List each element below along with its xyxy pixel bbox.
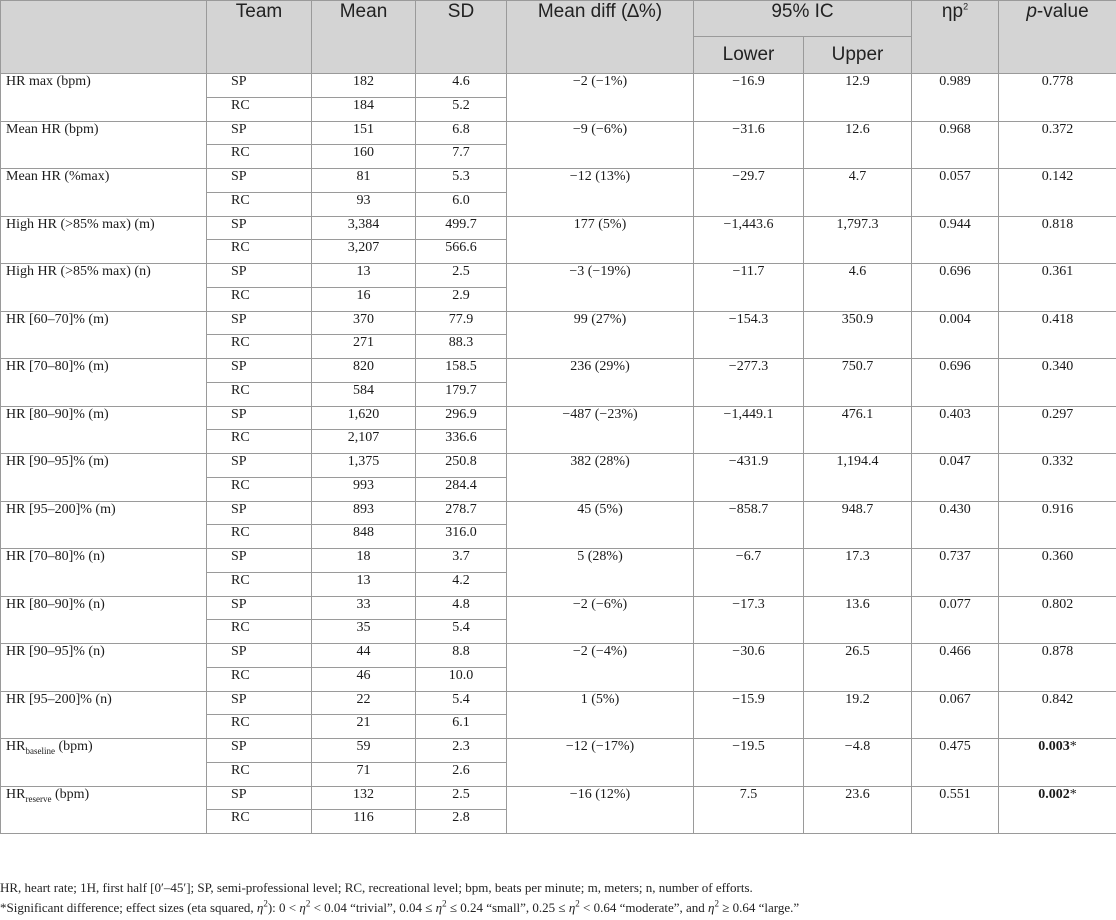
table-row <box>1 501 1116 525</box>
mean-cell: 116 <box>312 810 416 834</box>
mean-cell: 71 <box>312 762 416 786</box>
fn-eta-5: η <box>708 900 715 915</box>
ci-upper-cell: 948.7 <box>804 501 912 549</box>
mean-cell: 184 <box>312 97 416 121</box>
eta-cell: 0.067 <box>912 691 999 739</box>
mean-diff-cell: 177 (5%) <box>507 216 694 264</box>
team-cell: RC <box>207 667 312 691</box>
mean-cell: 21 <box>312 715 416 739</box>
sd-cell: 6.0 <box>416 192 507 216</box>
metric-subscript: reserve <box>25 793 52 804</box>
sd-cell: 2.8 <box>416 810 507 834</box>
metric-label <box>1 691 207 739</box>
metric-label <box>1 549 207 597</box>
sd-cell: 2.5 <box>416 786 507 810</box>
mean-diff-cell: 1 (5%) <box>507 691 694 739</box>
eta-cell: 0.696 <box>912 264 999 312</box>
team-cell: SP <box>207 454 312 478</box>
mean-cell: 370 <box>312 311 416 335</box>
ci-lower-cell: −31.6 <box>694 121 804 169</box>
metric-unit: (bpm) <box>51 786 90 802</box>
fn-eta-4: η <box>568 900 576 915</box>
mean-diff-cell: −2 (−6%) <box>507 596 694 644</box>
ci-lower-cell: −19.5 <box>694 739 804 787</box>
p-value: 0.003 <box>1038 739 1070 754</box>
eta-cell: 0.551 <box>912 786 999 834</box>
sd-cell: 499.7 <box>416 216 507 240</box>
sd-cell: 158.5 <box>416 359 507 383</box>
mean-diff-cell: −16 (12%) <box>507 786 694 834</box>
table-row <box>1 121 1116 145</box>
team-cell: SP <box>207 359 312 383</box>
ci-upper-cell: 350.9 <box>804 311 912 359</box>
p-value-cell <box>999 691 1116 739</box>
ci-upper-cell: 750.7 <box>804 359 912 407</box>
p-value-cell <box>999 786 1116 834</box>
p-value: 0.778 <box>1041 74 1074 89</box>
fn-sq: 2 <box>263 898 268 909</box>
team-cell: SP <box>207 644 312 668</box>
metric-name: Mean HR (bpm) <box>6 121 99 137</box>
team-cell: SP <box>207 739 312 763</box>
p-value: 0.361 <box>1041 264 1074 279</box>
metric-label <box>1 739 207 787</box>
table-row <box>1 169 1116 193</box>
sd-cell: 284.4 <box>416 477 507 501</box>
metric-label <box>1 786 207 834</box>
p-suffix: -value <box>1036 1 1089 22</box>
sd-cell: 4.2 <box>416 572 507 596</box>
table-row <box>1 311 1116 335</box>
metric-label <box>1 454 207 502</box>
ci-lower-cell: 7.5 <box>694 786 804 834</box>
mean-cell: 59 <box>312 739 416 763</box>
p-value: 0.842 <box>1041 691 1074 707</box>
eta-cell: 0.430 <box>912 501 999 549</box>
team-cell: SP <box>207 549 312 573</box>
p-value: 0.332 <box>1041 454 1074 469</box>
fn-sq-5: 2 <box>714 898 719 909</box>
eta-cell: 0.475 <box>912 739 999 787</box>
header-mean-diff: Mean diff (∆%) <box>507 1 694 74</box>
team-cell: RC <box>207 335 312 359</box>
header-ci-upper: Upper <box>804 37 912 74</box>
ci-upper-cell: 17.3 <box>804 549 912 597</box>
mean-cell: 151 <box>312 121 416 145</box>
sd-cell: 7.7 <box>416 145 507 169</box>
metric-label <box>1 644 207 692</box>
team-cell: SP <box>207 691 312 715</box>
team-cell: RC <box>207 715 312 739</box>
p-value-cell <box>999 454 1116 502</box>
eta-superscript: 2 <box>963 1 969 12</box>
table-row <box>1 454 1116 478</box>
metric-name: HR <box>6 786 26 802</box>
metric-label <box>1 501 207 549</box>
mean-cell: 35 <box>312 620 416 644</box>
table-row <box>1 644 1116 668</box>
p-value-cell <box>999 501 1116 549</box>
p-value: 0.360 <box>1041 549 1074 564</box>
sd-cell: 296.9 <box>416 406 507 430</box>
fn-part-c: < 0.04 “trivial”, 0.04 ≤ <box>310 900 436 915</box>
header-mean: Mean <box>312 1 416 74</box>
fn-sq-4: 2 <box>575 898 580 909</box>
team-cell: RC <box>207 810 312 834</box>
team-cell: RC <box>207 382 312 406</box>
footnote-abbreviations: HR, heart rate; 1H, first half [0′–45′]; SP, semi-professional level; RC, recreational level; bpm, beats per minute; m, meters; n, number of efforts. <box>0 880 753 895</box>
table-header <box>1 1 1116 74</box>
mean-cell: 13 <box>312 572 416 596</box>
p-value-cell <box>999 644 1116 692</box>
metric-name: HR [80–90]% (n) <box>6 596 105 612</box>
table-row <box>1 549 1116 573</box>
mean-cell: 22 <box>312 691 416 715</box>
mean-cell: 44 <box>312 644 416 668</box>
ci-lower-cell: −277.3 <box>694 359 804 407</box>
fn-part-e: < 0.64 “moderate”, and <box>579 900 709 915</box>
sd-cell: 2.3 <box>416 739 507 763</box>
team-cell: RC <box>207 572 312 596</box>
team-cell: RC <box>207 620 312 644</box>
mean-cell: 18 <box>312 549 416 573</box>
metric-name: HR [90–95]% (m) <box>6 454 109 469</box>
ci-lower-cell: −1,443.6 <box>694 216 804 264</box>
eta-cell: 0.737 <box>912 549 999 597</box>
mean-cell: 3,207 <box>312 240 416 264</box>
metric-label <box>1 359 207 407</box>
mean-cell: 993 <box>312 477 416 501</box>
p-value: 0.372 <box>1041 121 1074 137</box>
sd-cell: 179.7 <box>416 382 507 406</box>
header-blank <box>1 1 207 74</box>
ci-upper-cell: 12.6 <box>804 121 912 169</box>
team-cell: SP <box>207 264 312 288</box>
team-cell: RC <box>207 477 312 501</box>
table-row <box>1 74 1116 98</box>
fn-part-f: ≥ 0.64 “large.” <box>719 900 800 915</box>
mean-cell: 848 <box>312 525 416 549</box>
team-cell: RC <box>207 762 312 786</box>
team-cell: RC <box>207 525 312 549</box>
table-row <box>1 786 1116 810</box>
ci-upper-cell: −4.8 <box>804 739 912 787</box>
metric-subscript: baseline <box>25 745 55 756</box>
metric-name: HR [60–70]% (m) <box>6 311 109 327</box>
ci-upper-cell: 1,194.4 <box>804 454 912 502</box>
eta-cell: 0.968 <box>912 121 999 169</box>
sd-cell: 8.8 <box>416 644 507 668</box>
team-cell: RC <box>207 430 312 454</box>
sd-cell: 5.4 <box>416 620 507 644</box>
table-row <box>1 691 1116 715</box>
mean-diff-cell: −2 (−1%) <box>507 74 694 122</box>
team-cell: SP <box>207 786 312 810</box>
mean-diff-cell: 236 (29%) <box>507 359 694 407</box>
p-letter: p <box>1026 1 1037 22</box>
significance-mark: * <box>1069 739 1077 754</box>
sd-cell: 2.5 <box>416 264 507 288</box>
sd-cell: 250.8 <box>416 454 507 478</box>
metric-name: HR [95–200]% (n) <box>6 691 112 707</box>
ci-upper-cell: 4.6 <box>804 264 912 312</box>
sd-cell: 6.1 <box>416 715 507 739</box>
p-value-cell <box>999 169 1116 217</box>
mean-cell: 271 <box>312 335 416 359</box>
metric-label <box>1 311 207 359</box>
metric-label <box>1 596 207 644</box>
p-value-cell <box>999 264 1116 312</box>
metric-name: HR [90–95]% (n) <box>6 644 105 659</box>
mean-cell: 820 <box>312 359 416 383</box>
team-cell: SP <box>207 169 312 193</box>
p-value: 0.002 <box>1038 786 1070 802</box>
team-cell: RC <box>207 287 312 311</box>
p-value: 0.418 <box>1041 311 1074 327</box>
mean-diff-cell: 45 (5%) <box>507 501 694 549</box>
table-row <box>1 216 1116 240</box>
ci-upper-cell: 1,797.3 <box>804 216 912 264</box>
metric-name: HR [70–80]% (m) <box>6 359 109 374</box>
ci-lower-cell: −154.3 <box>694 311 804 359</box>
metric-label <box>1 264 207 312</box>
p-value: 0.297 <box>1041 406 1074 422</box>
fn-eta-2: η <box>299 900 306 915</box>
ci-lower-cell: −6.7 <box>694 549 804 597</box>
sd-cell: 5.3 <box>416 169 507 193</box>
eta-cell: 0.696 <box>912 359 999 407</box>
ci-upper-cell: 12.9 <box>804 74 912 122</box>
mean-diff-cell: −3 (−19%) <box>507 264 694 312</box>
table-row <box>1 739 1116 763</box>
team-cell: RC <box>207 240 312 264</box>
p-value-cell <box>999 596 1116 644</box>
p-value: 0.878 <box>1041 644 1074 659</box>
ci-lower-cell: −30.6 <box>694 644 804 692</box>
ci-upper-cell: 476.1 <box>804 406 912 454</box>
sd-cell: 336.6 <box>416 430 507 454</box>
table-body <box>1 74 1116 834</box>
p-value-cell <box>999 359 1116 407</box>
sd-cell: 2.6 <box>416 762 507 786</box>
mean-cell: 1,375 <box>312 454 416 478</box>
mean-cell: 132 <box>312 786 416 810</box>
metric-name: HR [70–80]% (n) <box>6 549 105 564</box>
sd-cell: 316.0 <box>416 525 507 549</box>
ci-lower-cell: −1,449.1 <box>694 406 804 454</box>
mean-diff-cell: −12 (−17%) <box>507 739 694 787</box>
ci-upper-cell: 23.6 <box>804 786 912 834</box>
team-cell: SP <box>207 406 312 430</box>
table-row <box>1 264 1116 288</box>
team-cell: SP <box>207 121 312 145</box>
metric-name: HR [80–90]% (m) <box>6 406 109 422</box>
sd-cell: 4.6 <box>416 74 507 98</box>
fn-part-d: ≤ 0.24 “small”, 0.25 ≤ <box>446 900 569 915</box>
header-sd: SD <box>416 1 507 74</box>
sd-cell: 10.0 <box>416 667 507 691</box>
metric-label <box>1 121 207 169</box>
mean-diff-cell: −12 (13%) <box>507 169 694 217</box>
metric-name: HR [95–200]% (m) <box>6 501 116 517</box>
team-cell: RC <box>207 145 312 169</box>
ci-upper-cell: 26.5 <box>804 644 912 692</box>
p-value-cell <box>999 74 1116 122</box>
metric-name: HR <box>6 739 26 754</box>
sd-cell: 5.2 <box>416 97 507 121</box>
ci-lower-cell: −17.3 <box>694 596 804 644</box>
fn-sq-2: 2 <box>305 898 311 909</box>
mean-diff-cell: −9 (−6%) <box>507 121 694 169</box>
mean-cell: 46 <box>312 667 416 691</box>
ci-lower-cell: −431.9 <box>694 454 804 502</box>
fn-sq-3: 2 <box>442 898 447 909</box>
sd-cell: 6.8 <box>416 121 507 145</box>
p-value-cell <box>999 739 1116 787</box>
p-value: 0.142 <box>1041 169 1074 184</box>
sd-cell: 3.7 <box>416 549 507 573</box>
mean-diff-cell: 382 (28%) <box>507 454 694 502</box>
ci-upper-cell: 4.7 <box>804 169 912 217</box>
footnote-significance <box>0 900 799 916</box>
eta-cell: 0.944 <box>912 216 999 264</box>
team-cell: RC <box>207 192 312 216</box>
fn-part-a: *Significant difference; effect sizes (eta squared, <box>0 900 257 915</box>
fn-part-b: ): 0 < <box>267 900 300 915</box>
fn-eta-3: η <box>435 900 443 915</box>
table-row <box>1 596 1116 620</box>
team-cell: SP <box>207 216 312 240</box>
header-p-value <box>999 1 1116 74</box>
mean-cell: 893 <box>312 501 416 525</box>
sd-cell: 77.9 <box>416 311 507 335</box>
p-value: 0.802 <box>1041 596 1074 612</box>
ci-lower-cell: −29.7 <box>694 169 804 217</box>
mean-cell: 16 <box>312 287 416 311</box>
header-eta <box>912 1 999 74</box>
sd-cell: 278.7 <box>416 501 507 525</box>
metric-label <box>1 74 207 122</box>
metric-name: HR max (bpm) <box>6 74 91 89</box>
ci-lower-cell: −16.9 <box>694 74 804 122</box>
p-value-cell <box>999 311 1116 359</box>
metric-label <box>1 169 207 217</box>
sd-cell: 566.6 <box>416 240 507 264</box>
mean-cell: 160 <box>312 145 416 169</box>
p-value-cell <box>999 549 1116 597</box>
mean-diff-cell: −2 (−4%) <box>507 644 694 692</box>
mean-cell: 13 <box>312 264 416 288</box>
ci-lower-cell: −15.9 <box>694 691 804 739</box>
sd-cell: 2.9 <box>416 287 507 311</box>
metric-name: High HR (>85% max) (n) <box>6 264 151 279</box>
metric-unit: (bpm) <box>54 739 93 754</box>
sd-cell: 88.3 <box>416 335 507 359</box>
mean-cell: 1,620 <box>312 406 416 430</box>
p-value: 0.818 <box>1041 216 1074 232</box>
mean-cell: 182 <box>312 74 416 98</box>
mean-cell: 584 <box>312 382 416 406</box>
table-row <box>1 406 1116 430</box>
eta-cell: 0.004 <box>912 311 999 359</box>
metric-label <box>1 406 207 454</box>
eta-cell: 0.047 <box>912 454 999 502</box>
header-ci: 95% IC <box>694 1 912 37</box>
eta-cell: 0.057 <box>912 169 999 217</box>
metric-name: High HR (>85% max) (m) <box>6 216 155 232</box>
table-row <box>1 359 1116 383</box>
mean-cell: 2,107 <box>312 430 416 454</box>
p-value-cell <box>999 406 1116 454</box>
significance-mark: * <box>1069 786 1077 802</box>
header-team: Team <box>207 1 312 74</box>
mean-cell: 93 <box>312 192 416 216</box>
p-value: 0.340 <box>1041 359 1074 374</box>
sd-cell: 4.8 <box>416 596 507 620</box>
mean-diff-cell: 5 (28%) <box>507 549 694 597</box>
header-ci-lower: Lower <box>694 37 804 74</box>
team-cell: SP <box>207 74 312 98</box>
team-cell: SP <box>207 596 312 620</box>
mean-cell: 33 <box>312 596 416 620</box>
eta-symbol: ηp <box>941 1 964 22</box>
team-cell: SP <box>207 311 312 335</box>
eta-cell: 0.989 <box>912 74 999 122</box>
fn-eta: η <box>256 900 264 915</box>
ci-upper-cell: 13.6 <box>804 596 912 644</box>
mean-cell: 81 <box>312 169 416 193</box>
p-value-cell <box>999 121 1116 169</box>
metric-name: Mean HR (%max) <box>6 169 110 184</box>
ci-lower-cell: −11.7 <box>694 264 804 312</box>
eta-cell: 0.466 <box>912 644 999 692</box>
team-cell: SP <box>207 501 312 525</box>
ci-lower-cell: −858.7 <box>694 501 804 549</box>
sd-cell: 5.4 <box>416 691 507 715</box>
eta-cell: 0.077 <box>912 596 999 644</box>
ci-upper-cell: 19.2 <box>804 691 912 739</box>
p-value: 0.916 <box>1041 501 1074 517</box>
metric-label <box>1 216 207 264</box>
mean-diff-cell: 99 (27%) <box>507 311 694 359</box>
team-cell: RC <box>207 97 312 121</box>
p-value-cell <box>999 216 1116 264</box>
eta-cell: 0.403 <box>912 406 999 454</box>
mean-cell: 3,384 <box>312 216 416 240</box>
mean-diff-cell: −487 (−23%) <box>507 406 694 454</box>
